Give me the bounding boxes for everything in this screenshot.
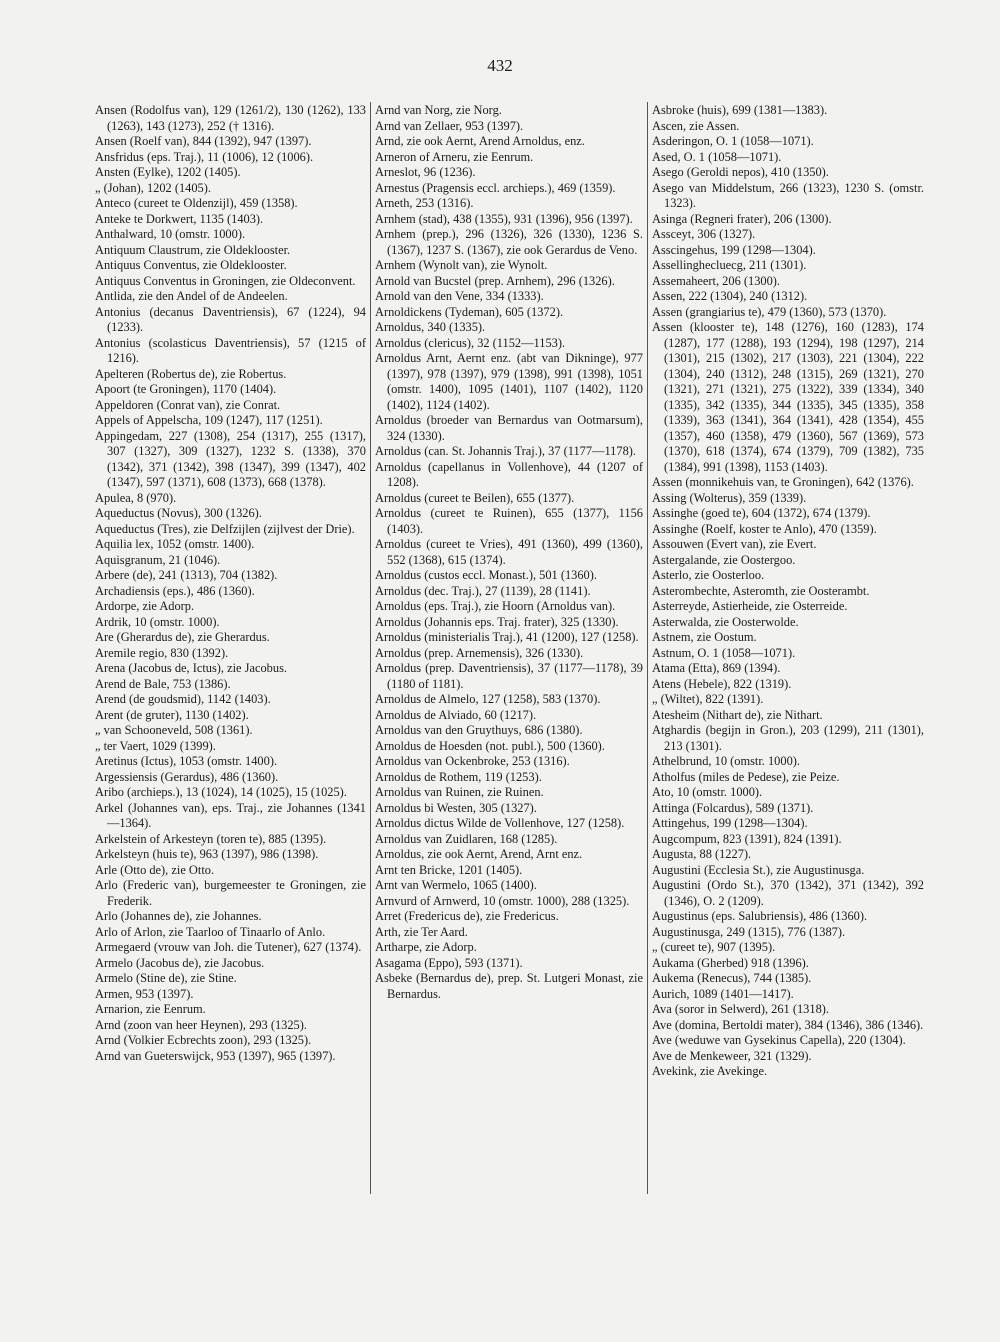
index-entry: Anteco (cureet te Oldenzijl), 459 (1358). <box>95 196 298 210</box>
index-entry: Arneth, 253 (1316). <box>375 196 474 210</box>
index-entry: Ave (domina, Bertoldi mater), 384 (1346), 386 (1346). <box>652 1017 924 1032</box>
index-entry: Ave de Menkeweer, 321 (1329). <box>652 1048 812 1063</box>
index-entry: Assceyt, 306 (1327). <box>652 227 756 241</box>
index-entry: Arlo (Johannes de), zie Johannes. <box>95 909 262 923</box>
index-entry: Assing (Wolterus), 359 (1339). <box>652 490 807 505</box>
index-entry: Assen (monnikehuis van, te Groningen), 642 (1376). <box>652 475 914 489</box>
index-entry: Arle (Otto de), zie Otto. <box>95 862 215 877</box>
index-entry: Arnd (zoon van heer Heynen), 293 (1325). <box>95 1017 307 1032</box>
index-entry: Asego (Geroldi nepos), 410 (1350). <box>652 165 829 179</box>
index-entry: Ascen, zie Assen. <box>652 118 740 133</box>
index-entry: Aukama (Gherbed) 918 (1396). <box>652 955 809 970</box>
index-entry: Ava (soror in Selwerd), 261 (1318). <box>652 1002 829 1016</box>
index-entry: Aquilia lex, 1052 (omstr. 1400). <box>95 537 255 551</box>
index-entry: Arnoldus van den Gruythuys, 686 (1380). <box>375 723 583 737</box>
index-entry: Ato, 10 (omstr. 1000). <box>652 785 763 799</box>
index-entry: Aremile regio, 830 (1392). <box>95 645 229 660</box>
index-entry: Assen (klooster te), 148 (1276), 160 (1283), 174 (1287), 177 (1288), 193 (1294), 198 (1297), 214 (1301), 215 (1302), 217 (1303), 221 (1304), 222 (1304), 240 (1312), 248 (1315), 269 (1321), 270 (1321), 271 (1321), 275 (1322), 339 (1334), 340 (1335), 342 (1335), 344 (1335), 345 (1335), 358 (1339), 363 (1341), 364 (1341), 428 (1354), 455 (1357), 460 (1358), 479 (1360), 567 (1369), 573 (1370), 618 (1374), 674 (1379), 709 (1382), 735 (1384), 991 (1398), 1153 (1403). <box>652 320 924 474</box>
index-entry: Assen, 222 (1304), 240 (1312). <box>652 289 808 303</box>
index-entry: Assinghe (Roelf, koster te Anlo), 470 (1359). <box>652 521 877 536</box>
index-column-2 <box>375 103 643 1002</box>
index-entry: „ (Johan), 1202 (1405). <box>95 180 211 195</box>
index-entry: Arnt ten Bricke, 1201 (1405). <box>375 862 523 877</box>
index-entry: Assen (grangiarius te), 479 (1360), 573 (1370). <box>652 304 887 319</box>
index-entry: Arnoldus (Johannis eps. Traj. frater), 325 (1330). <box>375 614 619 629</box>
index-entry: Augustinus (eps. Salubriensis), 486 (1360). <box>652 909 868 923</box>
index-entry: Arth, zie Ter Aard. <box>375 924 468 939</box>
index-entry: Arkelsteyn (huis te), 963 (1397), 986 (1398). <box>95 847 319 861</box>
index-entry: Avekink, zie Avekinge. <box>652 1064 768 1078</box>
column-divider <box>647 102 648 1194</box>
index-entry: Armelo (Stine de), zie Stine. <box>95 971 237 985</box>
index-entry: Arnoldus dictus Wilde de Vollenhove, 127 (1258). <box>375 816 625 830</box>
index-entry: Asterwalda, zie Oosterwolde. <box>652 614 799 629</box>
index-entry: „ (cureet te), 907 (1395). <box>652 940 776 954</box>
index-entry: Arnoldus Arnt, Aernt enz. (abt van Dikninge), 977 (1397), 978 (1397), 979 (1398), 991 (1398), 1051 (omstr. 1400), 1095 (1401), 1107 (1402), 1120 (1402), 1124 (1402). <box>375 351 643 412</box>
index-entry: Arnhem (Wynolt van), zie Wynolt. <box>375 258 548 272</box>
index-entry: Asego van Middelstum, 266 (1323), 1230 S. (omstr. 1323). <box>652 180 924 210</box>
index-entry: Armelo (Jacobus de), zie Jacobus. <box>95 955 265 970</box>
index-entry: Aribo (archieps.), 13 (1024), 14 (1025), 15 (1025). <box>95 785 347 799</box>
index-entry: Aqueductus (Novus), 300 (1326). <box>95 506 262 520</box>
index-entry: Asterombechte, Asteromth, zie Oosterambt. <box>652 583 870 598</box>
index-entry: Athelbrund, 10 (omstr. 1000). <box>652 754 800 768</box>
index-entry: Ardrik, 10 (omstr. 1000). <box>95 614 220 629</box>
index-entry: Arnhem (prep.), 296 (1326), 326 (1330), 1236 S. (1367), 1237 S. (1367), zie ook Gerardus de Veno. <box>375 227 643 257</box>
index-entry: Augustini (Ecclesia St.), zie Augustinusga. <box>652 862 865 877</box>
index-entry: Appeldoren (Conrat van), zie Conrat. <box>95 397 281 412</box>
index-entry: Apulea, 8 (970). <box>95 490 177 505</box>
index-entry: „ van Schooneveld, 508 (1361). <box>95 723 253 737</box>
index-entry: Antonius (scolasticus Daventriensis), 57 (1215 of 1216). <box>95 335 366 365</box>
index-entry: Aukema (Renecus), 744 (1385). <box>652 971 812 985</box>
index-entry: Arnd van Norg, zie Norg. <box>375 103 502 117</box>
index-entry: Arend de Bale, 753 (1386). <box>95 676 231 691</box>
index-entry: Arnoldus van Zuidlaren, 168 (1285). <box>375 831 558 846</box>
index-entry: Anthalward, 10 (omstr. 1000). <box>95 227 246 241</box>
index-entry: Ardorpe, zie Adorp. <box>95 599 195 613</box>
index-entry: Arnoldus (cureet te Beilen), 655 (1377). <box>375 490 575 505</box>
index-entry: Arnoldus de Rothem, 119 (1253). <box>375 769 542 784</box>
index-entry: Asinga (Regneri frater), 206 (1300). <box>652 211 832 226</box>
index-entry: Arnoldus (eps. Traj.), zie Hoorn (Arnoldus van). <box>375 599 616 613</box>
index-entry: Arnd, zie ook Aernt, Arend Arnoldus, enz. <box>375 134 585 148</box>
index-entry: Arnestus (Pragensis eccl. archieps.), 469 (1359). <box>375 180 616 195</box>
index-entry: Augustini (Ordo St.), 370 (1342), 371 (1342), 392 (1346), O. 2 (1209). <box>652 878 924 908</box>
index-entry: Arent (de gruter), 1130 (1402). <box>95 707 249 722</box>
index-entry: Arneslot, 96 (1236). <box>375 165 476 179</box>
index-entry: Arnoldus (clericus), 32 (1152—1153). <box>375 335 566 350</box>
index-entry: Arnoldus, zie ook Aernt, Arend, Arnt enz. <box>375 847 583 861</box>
index-entry: Are (Gherardus de), zie Gherardus. <box>95 630 270 644</box>
index-entry: Antiquus Conventus, zie Oldeklooster. <box>95 258 287 272</box>
index-entry: Arnold van Bucstel (prep. Arnhem), 296 (1326). <box>375 273 615 288</box>
index-entry: Arnhem (stad), 438 (1355), 931 (1396), 956 (1397). <box>375 211 633 226</box>
index-entry: Apelteren (Robertus de), zie Robertus. <box>95 366 287 381</box>
index-entry: Augustinusga, 249 (1315), 776 (1387). <box>652 924 846 939</box>
index-entry: Apoort (te Groningen), 1170 (1404). <box>95 382 277 396</box>
index-column-1 <box>95 103 366 1064</box>
index-entry: Asagama (Eppo), 593 (1371). <box>375 955 523 970</box>
index-entry: Arnd van Gueterswijck, 953 (1397), 965 (1397). <box>95 1048 336 1063</box>
index-entry: Asderingon, O. 1 (1058—1071). <box>652 134 814 148</box>
index-entry: Arlo of Arlon, zie Taarloo of Tinaarlo of Anlo. <box>95 924 326 939</box>
index-entry: Astergalande, zie Oostergoo. <box>652 552 796 567</box>
index-entry: Arnoldus (prep. Daventriensis), 37 (1177—1178), 39 (1180 of 1181). <box>375 661 643 691</box>
index-entry: Asbeke (Bernardus de), prep. St. Lutgeri Monast, zie Bernardus. <box>375 971 643 1001</box>
index-entry: Asterlo, zie Oosterloo. <box>652 568 765 582</box>
index-entry: Arnold van den Vene, 334 (1333). <box>375 289 544 303</box>
index-entry: Arena (Jacobus de, Ictus), zie Jacobus. <box>95 661 287 675</box>
index-entry: Ansfridus (eps. Traj.), 11 (1006), 12 (1006). <box>95 149 314 164</box>
index-entry: Arnoldickens (Tydeman), 605 (1372). <box>375 304 564 319</box>
column-divider <box>370 102 371 1194</box>
index-entry: Atesheim (Nithart de), zie Nithart. <box>652 707 823 722</box>
index-entry: Arnoldus (cureet te Ruinen), 655 (1377), 1156 (1403). <box>375 506 643 536</box>
index-entry: Aqueductus (Tres), zie Delfzijlen (zijlvest der Drie). <box>95 521 355 536</box>
index-entry: Augcompum, 823 (1391), 824 (1391). <box>652 831 842 846</box>
index-entry: Antiquum Claustrum, zie Oldeklooster. <box>95 242 291 257</box>
index-entry: Arnoldus (capellanus in Vollenhove), 44 (1207 of 1208). <box>375 459 643 489</box>
index-entry: Atama (Etta), 869 (1394). <box>652 661 781 675</box>
index-entry: Arnoldus (dec. Traj.), 27 (1139), 28 (1141). <box>375 583 591 598</box>
index-entry: Antiquus Conventus in Groningen, zie Oldeconvent. <box>95 273 356 288</box>
index-entry: Ansten (Eylke), 1202 (1405). <box>95 165 241 179</box>
index-entry: Assemaheert, 206 (1300). <box>652 273 781 288</box>
index-entry: Arnt van Wermelo, 1065 (1400). <box>375 878 537 892</box>
index-entry: Atghardis (begijn in Gron.), 203 (1299), 211 (1301), 213 (1301). <box>652 723 924 753</box>
index-entry: Anteke te Dorkwert, 1135 (1403). <box>95 211 264 226</box>
index-entry: Arnoldus (broeder van Bernardus van Ootmarsum), 324 (1330). <box>375 413 643 443</box>
index-entry: Assellinghecluecg, 211 (1301). <box>652 258 807 272</box>
index-entry: Arnoldus van Ockenbroke, 253 (1316). <box>375 754 570 768</box>
index-entry: Artharpe, zie Adorp. <box>375 940 477 954</box>
index-entry: Arnoldus de Alviado, 60 (1217). <box>375 707 537 722</box>
index-entry: Asscingehus, 199 (1298—1304). <box>652 242 816 257</box>
index-entry: Appels of Appelscha, 109 (1247), 117 (1251). <box>95 413 323 427</box>
index-entry: Arnoldus (cureet te Vries), 491 (1360), 499 (1360), 552 (1368), 615 (1374). <box>375 537 643 567</box>
index-entry: Astnum, O. 1 (1058—1071). <box>652 645 796 660</box>
index-entry: Arnvurd of Arnwerd, 10 (omstr. 1000), 288 (1325). <box>375 893 630 908</box>
index-entry: Argessiensis (Gerardus), 486 (1360). <box>95 769 279 784</box>
index-entry: Arend (de goudsmid), 1142 (1403). <box>95 692 271 706</box>
index-entry: „ ter Vaert, 1029 (1399). <box>95 738 216 753</box>
index-entry: Attinga (Folcardus), 589 (1371). <box>652 800 814 815</box>
index-entry: Arnoldus (can. St. Johannis Traj.), 37 (1177—1178). <box>375 444 636 458</box>
index-entry: Arkelstein of Arkesteyn (toren te), 885 (1395). <box>95 831 327 846</box>
index-entry: Arkel (Johannes van), eps. Traj., zie Johannes (1341—1364). <box>95 800 366 830</box>
index-entry: Arbere (de), 241 (1313), 704 (1382). <box>95 568 278 582</box>
index-entry: Assinghe (goed te), 604 (1372), 674 (1379). <box>652 506 871 520</box>
index-entry: Arnd (Volkier Ecbrechts zoon), 293 (1325). <box>95 1033 312 1047</box>
index-entry: Ansen (Roelf van), 844 (1392), 947 (1397). <box>95 134 312 148</box>
index-entry: Appingedam, 227 (1308), 254 (1317), 255 (1317), 307 (1327), 309 (1327), 1232 S. (1338), 370 (1342), 371 (1342), 398 (1347), 399 (1347), 402 (1347), 597 (1371), 608 (1373), 668 (1378). <box>95 428 366 489</box>
index-entry: Aretinus (Ictus), 1053 (omstr. 1400). <box>95 754 278 768</box>
index-entry: Asbroke (huis), 699 (1381—1383). <box>652 103 828 117</box>
index-entry: Augusta, 88 (1227). <box>652 847 752 861</box>
index-entry: Arnoldus (custos eccl. Monast.), 501 (1360). <box>375 568 597 582</box>
index-entry: Arnoldus (ministerialis Traj.), 41 (1200), 127 (1258). <box>375 630 639 644</box>
index-entry: Arnarion, zie Eenrum. <box>95 1002 206 1016</box>
index-entry: Arnoldus van Ruinen, zie Ruinen. <box>375 785 544 799</box>
index-entry: Arlo (Frederic van), burgemeester te Groningen, zie Frederik. <box>95 878 366 908</box>
index-entry: Atholfus (miles de Pedese), zie Peize. <box>652 769 840 784</box>
index-entry: Assouwen (Evert van), zie Evert. <box>652 537 817 551</box>
index-entry: Ased, O. 1 (1058—1071). <box>652 149 782 164</box>
index-entry: Arnoldus bi Westen, 305 (1327). <box>375 800 537 815</box>
index-entry: Arnoldus, 340 (1335). <box>375 320 486 334</box>
index-entry: Aquisgranum, 21 (1046). <box>95 552 221 567</box>
index-entry: Antlida, zie den Andel of de Andeelen. <box>95 289 288 303</box>
index-entry: Archadiensis (eps.), 486 (1360). <box>95 583 255 598</box>
index-entry: Antonius (decanus Daventriensis), 67 (1224), 94 (1233). <box>95 304 366 334</box>
index-column-3 <box>652 103 924 1080</box>
index-entry: Asterreyde, Astierheide, zie Osterreide. <box>652 599 848 613</box>
index-entry: Attingehus, 199 (1298—1304). <box>652 816 808 830</box>
index-entry: Ansen (Rodolfus van), 129 (1261/2), 130 (1262), 133 (1263), 143 (1273), 252 († 1316). <box>95 103 366 133</box>
index-entry: Arnoldus de Almelo, 127 (1258), 583 (1370). <box>375 692 601 706</box>
index-entry: „ (Wiltet), 822 (1391). <box>652 692 764 706</box>
index-entry: Arnd van Zellaer, 953 (1397). <box>375 118 524 133</box>
index-entry: Atens (Hebele), 822 (1319). <box>652 676 792 691</box>
index-entry: Astnem, zie Oostum. <box>652 630 757 644</box>
index-entry: Armegaerd (vrouw van Joh. die Tutener), 627 (1374). <box>95 940 362 954</box>
index-entry: Aurich, 1089 (1401—1417). <box>652 986 794 1001</box>
page-number: 432 <box>487 56 513 75</box>
index-entry: Arret (Fredericus de), zie Fredericus. <box>375 909 559 923</box>
index-entry: Arneron of Arneru, zie Eenrum. <box>375 149 534 164</box>
index-entry: Ave (weduwe van Gysekinus Capella), 220 (1304). <box>652 1033 906 1047</box>
index-entry: Arnoldus de Hoesden (not. publ.), 500 (1360). <box>375 738 605 753</box>
index-entry: Armen, 953 (1397). <box>95 986 194 1001</box>
index-entry: Arnoldus (prep. Arnemensis), 326 (1330). <box>375 645 584 660</box>
